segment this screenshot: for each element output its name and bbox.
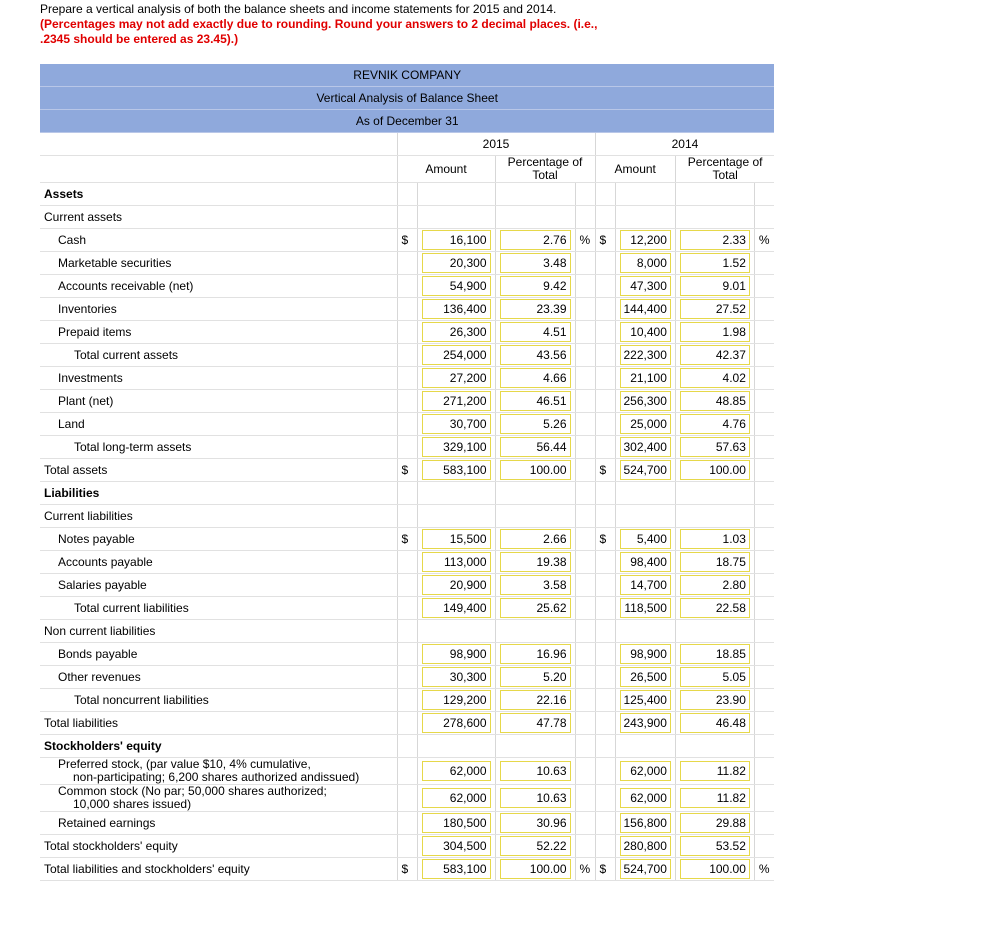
row-label: Prepaid items [40,321,397,344]
percent-2015-field[interactable]: 100.00 [500,859,571,879]
amount-2014-field[interactable]: 144,400 [620,299,671,319]
rounding-note-line1: (Percentages may not add exactly due to rounding. Round your answers to 2 decimal places. (i.e., [40,17,598,31]
table-row [40,620,774,643]
row-label: Investments [40,367,397,390]
percent-2015-field[interactable]: 23.39 [500,299,571,319]
table-row [40,735,774,758]
row-label: Total current liabilities [40,597,397,620]
row-label: Salaries payable [40,574,397,597]
row-label: Common stock (No par; 50,000 shares authorized; 10,000 shares issued) [40,785,397,812]
percent-2014-field[interactable]: 27.52 [680,299,750,319]
row-label: Marketable securities [40,252,397,275]
row-label: Other revenues [40,666,397,689]
dollar-sign: $ [397,459,417,482]
amount-2014-field[interactable]: 47,300 [620,276,671,296]
percent-sign: % [754,858,774,881]
percent-2015-field[interactable]: 3.48 [500,253,571,273]
instructions [40,2,740,47]
amount-2015-field[interactable]: 271,200 [422,391,491,411]
table-row [40,528,774,551]
amount-2015-field[interactable]: 113,000 [422,552,491,572]
percent-sign: % [575,229,595,252]
row-label: Preferred stock, (par value $10, 4% cumulative, non-participating; 6,200 shares authorized andissued) [40,758,397,785]
amount-2014-field[interactable]: 256,300 [620,391,671,411]
row-label: Land [40,413,397,436]
amount-2015-field[interactable]: 583,100 [422,859,491,879]
amount-2015-field[interactable]: 583,100 [422,460,491,480]
amount-2015-field[interactable]: 16,100 [422,230,491,250]
amount-2014-field[interactable]: 5,400 [620,529,671,549]
percent-2015-field[interactable]: 16.96 [500,644,571,664]
amount-2014-field[interactable]: 118,500 [620,598,671,618]
percent-2015-field[interactable]: 25.62 [500,598,571,618]
table-row [40,436,774,459]
table-row [40,505,774,528]
amount-2014-field[interactable]: 524,700 [620,460,671,480]
row-label: Assets [40,183,397,206]
amount-2014-field[interactable]: 243,900 [620,713,671,733]
amount-2015-field[interactable]: 62,000 [422,788,491,808]
amount-2015-field[interactable]: 254,000 [422,345,491,365]
amount-2014-field[interactable]: 21,100 [620,368,671,388]
table-row [40,344,774,367]
percent-sign: % [575,858,595,881]
table-row [40,758,774,785]
amount-2014-field[interactable]: 25,000 [620,414,671,434]
amount-2014-field[interactable]: 10,400 [620,322,671,342]
table-row [40,858,774,881]
row-label: Total liabilities [40,712,397,735]
table-row [40,689,774,712]
amount-2015-field[interactable]: 149,400 [422,598,491,618]
dollar-sign: $ [397,229,417,252]
percent-2015-field[interactable]: 19.38 [500,552,571,572]
dollar-sign: $ [595,528,615,551]
percent-2015-field[interactable]: 46.51 [500,391,571,411]
table-row [40,574,774,597]
percent-header-2015: Percentage of Total [495,156,595,183]
percent-sign: % [754,229,774,252]
percent-2014-field[interactable]: 9.01 [680,276,750,296]
company-name: REVNIK COMPANY [40,64,774,87]
row-label: Current liabilities [40,505,397,528]
percent-2014-field[interactable]: 42.37 [680,345,750,365]
dollar-sign: $ [595,229,615,252]
percent-2015-field[interactable]: 30.96 [500,813,571,833]
table-row [40,413,774,436]
percent-2015-field[interactable]: 56.44 [500,437,571,457]
table-row [40,252,774,275]
amount-2014-field[interactable]: 156,800 [620,813,671,833]
date-row [40,110,774,133]
amount-2014-field[interactable]: 14,700 [620,575,671,595]
row-label: Total stockholders' equity [40,835,397,858]
table-row [40,643,774,666]
percent-2015-field[interactable]: 3.58 [500,575,571,595]
table-row [40,298,774,321]
row-label: Retained earnings [40,812,397,835]
row-label: Accounts payable [40,551,397,574]
percent-2014-field[interactable]: 100.00 [680,859,750,879]
row-label: Liabilities [40,482,397,505]
percent-2015-field[interactable]: 4.51 [500,322,571,342]
table-row [40,390,774,413]
percent-2015-field[interactable]: 2.76 [500,230,571,250]
dollar-sign: $ [595,459,615,482]
table-row [40,785,774,812]
row-label: Total liabilities and stockholders' equity [40,858,397,881]
company-row [40,64,774,87]
amount-2014-field[interactable]: 125,400 [620,690,671,710]
amount-2014-field[interactable]: 62,000 [620,761,671,781]
percent-2014-field[interactable]: 1.98 [680,322,750,342]
percent-2014-field[interactable]: 2.33 [680,230,750,250]
table-row [40,712,774,735]
amount-2014-field[interactable]: 98,900 [620,644,671,664]
rounding-note [40,17,740,47]
table-row [40,835,774,858]
row-label: Bonds payable [40,643,397,666]
amount-2014-field[interactable]: 62,000 [620,788,671,808]
percent-2014-field[interactable]: 18.85 [680,644,750,664]
column-header-row [40,156,774,183]
statement-title: Vertical Analysis of Balance Sheet [40,87,774,110]
amount-2014-field[interactable]: 8,000 [620,253,671,273]
percent-2014-field[interactable]: 22.58 [680,598,750,618]
percent-2015-field[interactable]: 9.42 [500,276,571,296]
table-row [40,812,774,835]
row-label: Total noncurrent liabilities [40,689,397,712]
amount-header-2014: Amount [595,156,675,183]
percent-2014-field[interactable]: 11.82 [680,761,750,781]
amount-2014-field[interactable]: 98,400 [620,552,671,572]
percent-2015-field[interactable]: 5.20 [500,667,571,687]
table-row [40,367,774,390]
amount-2015-field[interactable]: 180,500 [422,813,491,833]
amount-2014-field[interactable]: 524,700 [620,859,671,879]
amount-2015-field[interactable]: 20,300 [422,253,491,273]
table-row [40,551,774,574]
percent-2014-field[interactable]: 100.00 [680,460,750,480]
percent-2014-field[interactable]: 46.48 [680,713,750,733]
percent-2015-field[interactable]: 10.63 [500,788,571,808]
table-row [40,275,774,298]
percent-2014-field[interactable]: 48.85 [680,391,750,411]
row-label: Current assets [40,206,397,229]
percent-2015-field[interactable]: 47.78 [500,713,571,733]
amount-2015-field[interactable]: 136,400 [422,299,491,319]
amount-2014-field[interactable]: 302,400 [620,437,671,457]
amount-2014-field[interactable]: 222,300 [620,345,671,365]
dollar-sign: $ [595,858,615,881]
amount-2015-field[interactable]: 26,300 [422,322,491,342]
percent-2014-field[interactable]: 5.05 [680,667,750,687]
row-label: Non current liabilities [40,620,397,643]
amount-2015-field[interactable]: 329,100 [422,437,491,457]
year-2014: 2014 [595,133,774,156]
amount-2015-field[interactable]: 129,200 [422,690,491,710]
amount-2015-field[interactable]: 30,700 [422,414,491,434]
dollar-sign: $ [397,858,417,881]
percent-2014-field[interactable]: 4.76 [680,414,750,434]
percent-2014-field[interactable]: 53.52 [680,836,750,856]
row-label: Stockholders' equity [40,735,397,758]
table-row [40,321,774,344]
percent-2015-field[interactable]: 22.16 [500,690,571,710]
percent-2014-field[interactable]: 1.52 [680,253,750,273]
year-row [40,133,774,156]
amount-2015-field[interactable]: 278,600 [422,713,491,733]
row-label: Total assets [40,459,397,482]
row-label: Plant (net) [40,390,397,413]
statement-date: As of December 31 [40,110,774,133]
percent-2014-field[interactable]: 29.88 [680,813,750,833]
amount-2015-field[interactable]: 27,200 [422,368,491,388]
percent-2014-field[interactable]: 23.90 [680,690,750,710]
title-row [40,87,774,110]
amount-2014-field[interactable]: 26,500 [620,667,671,687]
percent-2014-field[interactable]: 11.82 [680,788,750,808]
table-row [40,459,774,482]
percent-2015-field[interactable]: 10.63 [500,761,571,781]
percent-2015-field[interactable]: 4.66 [500,368,571,388]
amount-2015-field[interactable]: 30,300 [422,667,491,687]
amount-2015-field[interactable]: 304,500 [422,836,491,856]
amount-2015-field[interactable]: 98,900 [422,644,491,664]
percent-2014-field[interactable]: 1.03 [680,529,750,549]
table-row [40,183,774,206]
row-label: Inventories [40,298,397,321]
balance-sheet-table [40,64,774,881]
percent-2015-field[interactable]: 2.66 [500,529,571,549]
row-label: Total long-term assets [40,436,397,459]
instruction-text: Prepare a vertical analysis of both the balance sheets and income statements for 2015 and 2014. [40,2,557,16]
rounding-note-line2: .2345 should be entered as 23.45).) [40,32,239,46]
percent-header-2014: Percentage of Total [675,156,774,183]
percent-2015-field[interactable]: 5.26 [500,414,571,434]
percent-2015-field[interactable]: 100.00 [500,460,571,480]
dollar-sign: $ [397,528,417,551]
percent-2015-field[interactable]: 52.22 [500,836,571,856]
percent-2014-field[interactable]: 18.75 [680,552,750,572]
amount-header-2015: Amount [397,156,495,183]
amount-2015-field[interactable]: 62,000 [422,761,491,781]
percent-2014-field[interactable]: 57.63 [680,437,750,457]
table-row [40,206,774,229]
table-row [40,597,774,620]
row-label: Total current assets [40,344,397,367]
amount-2015-field[interactable]: 20,900 [422,575,491,595]
percent-2015-field[interactable]: 43.56 [500,345,571,365]
amount-2015-field[interactable]: 15,500 [422,529,491,549]
amount-2014-field[interactable]: 12,200 [620,230,671,250]
amount-2015-field[interactable]: 54,900 [422,276,491,296]
row-label: Accounts receivable (net) [40,275,397,298]
row-label: Cash [40,229,397,252]
percent-2014-field[interactable]: 4.02 [680,368,750,388]
table-row [40,482,774,505]
table-row [40,229,774,252]
year-2015: 2015 [397,133,595,156]
percent-2014-field[interactable]: 2.80 [680,575,750,595]
row-label: Notes payable [40,528,397,551]
amount-2014-field[interactable]: 280,800 [620,836,671,856]
table-row [40,666,774,689]
